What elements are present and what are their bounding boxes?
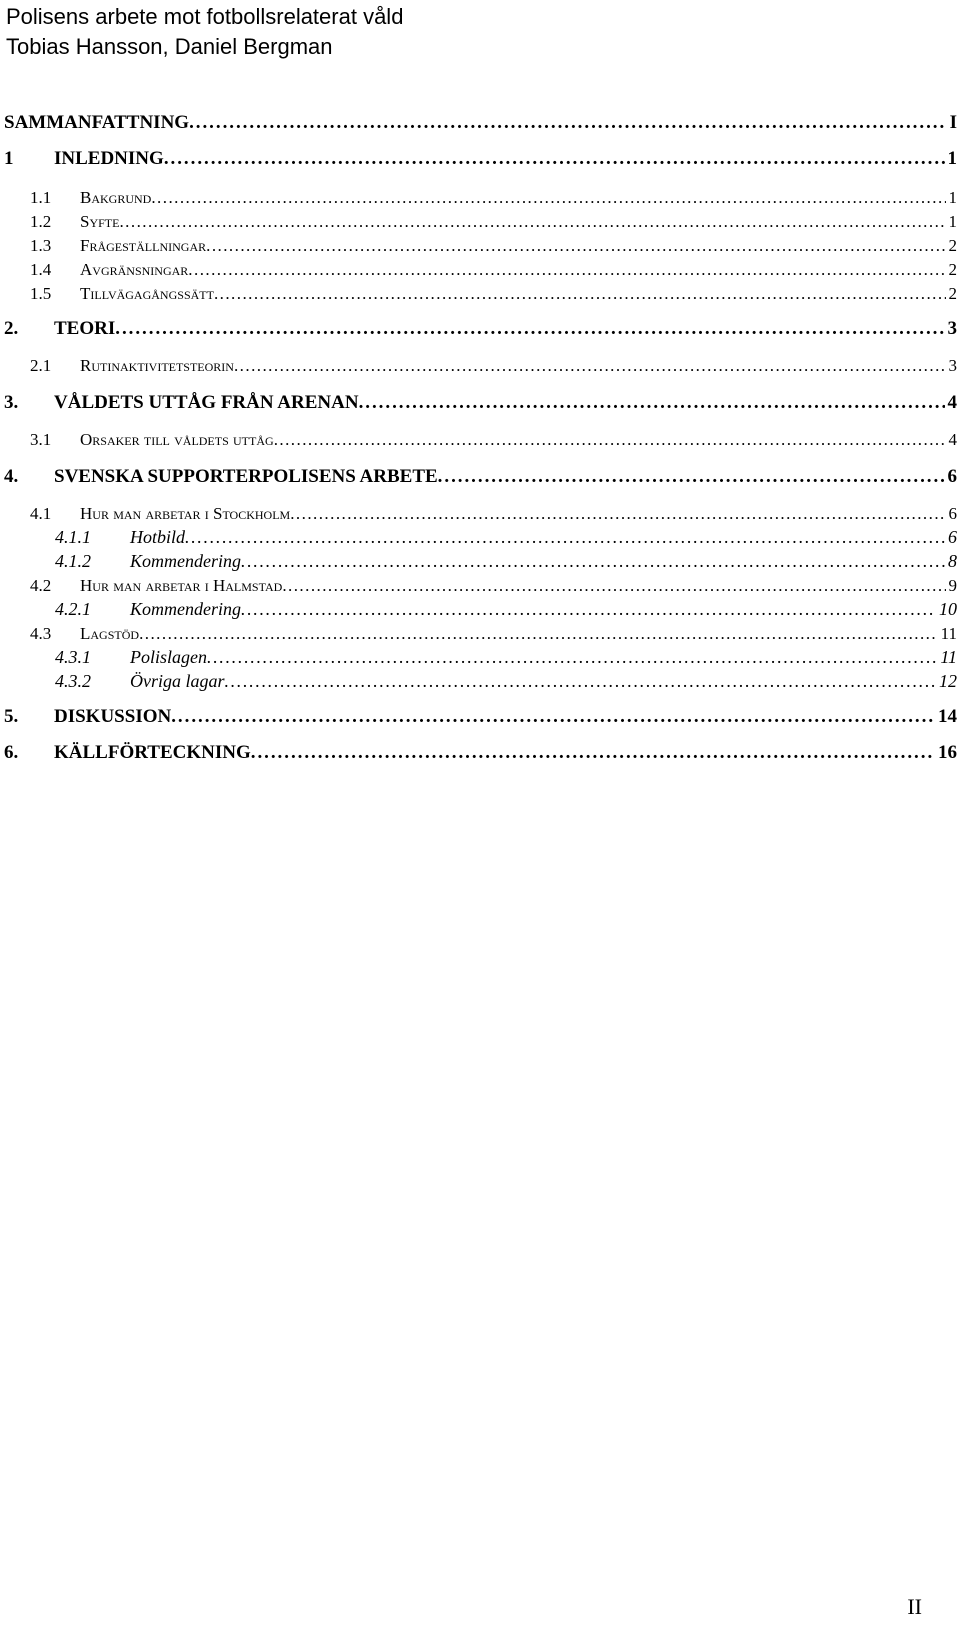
toc-entry-teori[interactable] bbox=[4, 318, 957, 340]
toc-entry-number: 4.1 bbox=[30, 504, 52, 523]
toc-leader-dots bbox=[214, 284, 946, 304]
toc-leader-dots bbox=[151, 188, 945, 208]
toc-entry-number: 4. bbox=[4, 466, 19, 487]
toc-entry-number: 1.5 bbox=[30, 284, 52, 303]
toc-entry-number: 3.1 bbox=[30, 430, 52, 449]
toc-entry-number: 3. bbox=[4, 392, 19, 413]
toc-leader-dots bbox=[438, 466, 945, 488]
toc-entry-page: 10 bbox=[939, 599, 957, 619]
toc-entry-number: 2. bbox=[4, 318, 19, 339]
toc-entry-page: 2 bbox=[948, 284, 957, 303]
toc-entry-number: 6. bbox=[4, 742, 19, 763]
toc-entry-page: 16 bbox=[938, 742, 957, 763]
toc-entry-title: Bakgrund bbox=[80, 188, 152, 207]
toc-entry-avgransningar[interactable] bbox=[4, 260, 957, 280]
toc-entry-page: 3 bbox=[947, 318, 957, 339]
toc-entry-page: 14 bbox=[938, 706, 957, 727]
toc-entry-page: 12 bbox=[939, 671, 957, 691]
toc-entry-kallforteckning[interactable] bbox=[4, 742, 957, 764]
toc-entry-kommendering-halmstad[interactable] bbox=[4, 599, 957, 620]
toc-entry-title: DISKUSSION bbox=[54, 706, 172, 727]
toc-entry-title: Hotbild bbox=[130, 527, 186, 547]
toc-entry-sammanfattning[interactable] bbox=[4, 112, 957, 134]
toc-entry-kommendering-stockholm[interactable] bbox=[4, 551, 957, 572]
toc-entry-title: Rutinaktivitetsteorin bbox=[80, 356, 234, 375]
toc-leader-dots bbox=[207, 647, 937, 668]
toc-entry-title: VÅLDETS UTTÅG FRÅN ARENAN bbox=[54, 392, 359, 413]
toc-entry-title: SVENSKA SUPPORTERPOLISENS ARBETE bbox=[54, 466, 438, 487]
toc-entry-page: I bbox=[949, 112, 957, 133]
toc-leader-dots bbox=[282, 576, 945, 596]
toc-entry-page: 6 bbox=[948, 504, 957, 523]
toc-entry-page: 6 bbox=[948, 527, 957, 547]
toc-entry-title: Polislagen bbox=[130, 647, 207, 667]
toc-leader-dots bbox=[119, 212, 945, 232]
toc-entry-page: 11 bbox=[940, 624, 957, 643]
toc-entry-title: Hur man arbetar i Stockholm bbox=[80, 504, 291, 523]
toc-entry-valdets-uttag[interactable] bbox=[4, 392, 957, 414]
toc-entry-number: 4.1.1 bbox=[55, 527, 91, 547]
toc-leader-dots bbox=[241, 599, 936, 620]
toc-entry-hotbild[interactable] bbox=[4, 527, 957, 548]
toc-entry-title: SAMMANFATTNING bbox=[4, 112, 190, 133]
toc-entry-lagstod[interactable] bbox=[4, 624, 957, 644]
toc-entry-tillvagagangssatt[interactable] bbox=[4, 284, 957, 304]
toc-entry-page: 4 bbox=[948, 430, 957, 449]
toc-entry-title: Kommendering bbox=[130, 551, 241, 571]
toc-entry-number: 4.3.1 bbox=[55, 647, 91, 667]
toc-entry-number: 4.3.2 bbox=[55, 671, 91, 691]
toc-entry-number: 1.2 bbox=[30, 212, 52, 231]
toc-entry-number: 1.1 bbox=[30, 188, 52, 207]
toc-entry-page: 9 bbox=[948, 576, 957, 595]
document-title: Polisens arbete mot fotbollsrelaterat våld bbox=[6, 4, 404, 29]
toc-entry-rutinaktivitetsteorin[interactable] bbox=[4, 356, 957, 376]
toc-entry-page: 2 bbox=[948, 260, 957, 279]
toc-entry-title: Tillvägagångssätt bbox=[80, 284, 214, 303]
toc-entry-page: 1 bbox=[947, 148, 957, 169]
toc-entry-page: 11 bbox=[940, 647, 957, 667]
toc-entry-polislagen[interactable] bbox=[4, 647, 957, 668]
toc-entry-title: Lagstöd bbox=[80, 624, 140, 643]
toc-entry-diskussion[interactable] bbox=[4, 706, 957, 728]
page-number: II bbox=[907, 1594, 922, 1619]
toc-entry-page: 1 bbox=[948, 188, 957, 207]
toc-leader-dots bbox=[115, 318, 944, 340]
toc-leader-dots bbox=[290, 504, 945, 524]
toc-entry-halmstad[interactable] bbox=[4, 576, 957, 596]
toc-leader-dots bbox=[185, 527, 945, 548]
toc-leader-dots bbox=[225, 671, 937, 692]
document-authors: Tobias Hansson, Daniel Bergman bbox=[6, 34, 333, 59]
toc-entry-number: 4.3 bbox=[30, 624, 52, 643]
toc-leader-dots bbox=[251, 742, 935, 764]
toc-entry-number: 5. bbox=[4, 706, 19, 727]
toc-leader-dots bbox=[241, 551, 945, 572]
toc-entry-page: 2 bbox=[948, 236, 957, 255]
toc-entry-number: 2.1 bbox=[30, 356, 52, 375]
toc-entry-number: 4.2 bbox=[30, 576, 52, 595]
toc-leader-dots bbox=[164, 148, 945, 170]
toc-entry-title: Frågeställningar bbox=[80, 236, 207, 255]
toc-entry-stockholm[interactable] bbox=[4, 504, 957, 524]
toc-entry-title: Hur man arbetar i Halmstad bbox=[80, 576, 283, 595]
toc-entry-title: Orsaker till våldets uttåg bbox=[80, 430, 274, 449]
toc-entry-fragestallningar[interactable] bbox=[4, 236, 957, 256]
toc-leader-dots bbox=[189, 112, 947, 134]
toc-entry-bakgrund[interactable] bbox=[4, 188, 957, 208]
toc-entry-title: KÄLLFÖRTECKNING bbox=[54, 742, 251, 763]
toc-leader-dots bbox=[139, 624, 938, 644]
toc-entry-inledning[interactable] bbox=[4, 148, 957, 170]
toc-leader-dots bbox=[188, 260, 945, 280]
toc-entry-orsaker[interactable] bbox=[4, 430, 957, 450]
toc-leader-dots bbox=[171, 706, 935, 728]
toc-entry-number: 1.4 bbox=[30, 260, 52, 279]
toc-entry-page: 1 bbox=[948, 212, 957, 231]
toc-entry-number: 4.1.2 bbox=[55, 551, 91, 571]
page-header bbox=[6, 2, 906, 62]
toc-leader-dots bbox=[206, 236, 945, 256]
toc-entry-number: 1.3 bbox=[30, 236, 52, 255]
toc-entry-title: Avgränsningar bbox=[80, 260, 189, 279]
toc-entry-svenska-supporterpolisens[interactable] bbox=[4, 466, 957, 488]
toc-leader-dots bbox=[274, 430, 946, 450]
toc-entry-page: 6 bbox=[947, 466, 957, 487]
toc-entry-title: Kommendering bbox=[130, 599, 241, 619]
toc-entry-syfte[interactable] bbox=[4, 212, 957, 232]
toc-entry-title: INLEDNING bbox=[54, 148, 164, 169]
toc-entry-page: 4 bbox=[947, 392, 957, 413]
toc-entry-ovriga-lagar[interactable] bbox=[4, 671, 957, 692]
toc-entry-title: Syfte bbox=[80, 212, 120, 231]
toc-leader-dots bbox=[234, 356, 946, 376]
toc-entry-number: 4.2.1 bbox=[55, 599, 91, 619]
toc-entry-title: Övriga lagar bbox=[130, 671, 225, 691]
toc-entry-page: 3 bbox=[948, 356, 957, 375]
toc-entry-number: 1 bbox=[4, 148, 14, 169]
toc-entry-page: 8 bbox=[948, 551, 957, 571]
toc-entry-title: TEORI bbox=[54, 318, 116, 339]
toc-leader-dots bbox=[359, 392, 945, 414]
